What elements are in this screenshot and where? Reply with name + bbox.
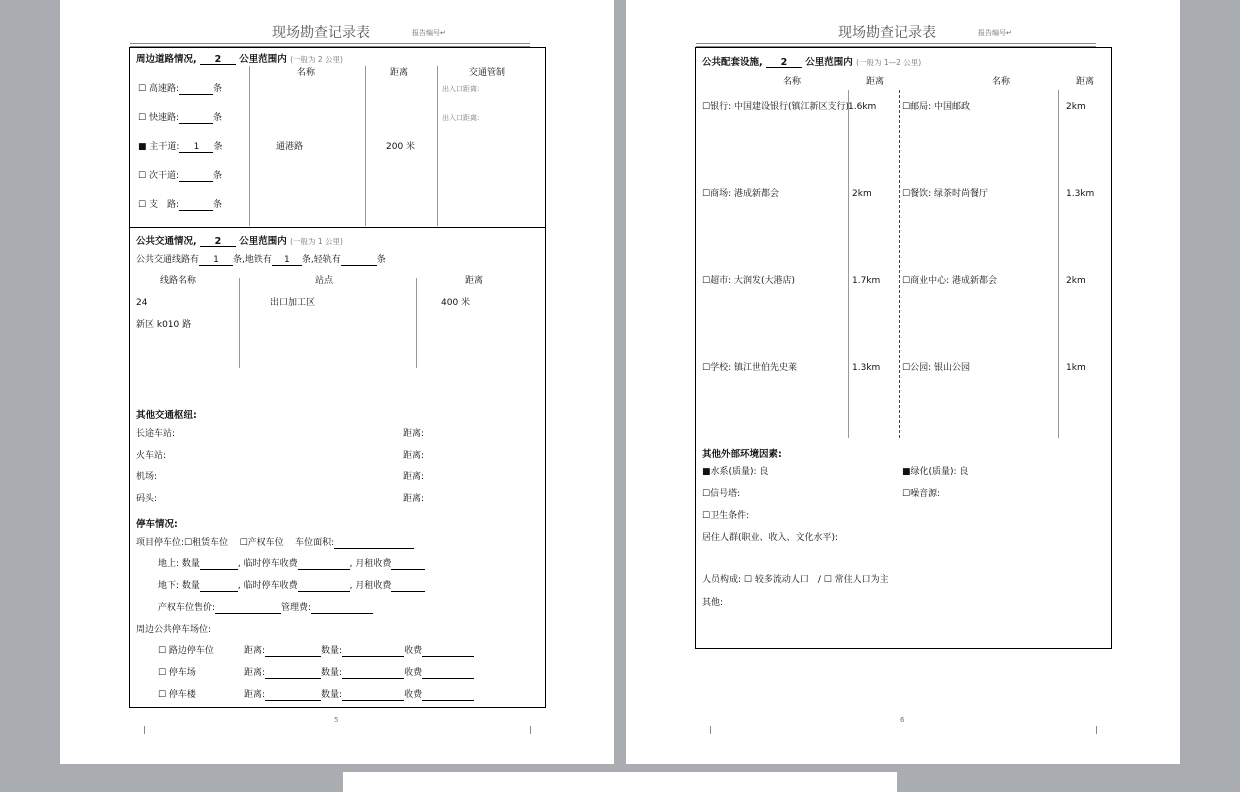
greenery-quality: ■绿化(质量): 良 xyxy=(902,467,969,477)
facilities-col-distance-right: 距离 xyxy=(1076,77,1095,87)
road-traffic-control: 出入口距离: xyxy=(442,114,480,122)
parking-line-1: 项目停车位:☐租赁车位 ☐产权车位 车位面积: xyxy=(136,538,414,549)
other-notes: 其他: xyxy=(702,598,724,608)
facilities-col-distance-left: 距离 xyxy=(866,77,885,87)
public-parking-row: ☐ 路边停车位 距离: 数量: 收费 xyxy=(158,646,474,657)
road-row: ☐ 高速路: 条 xyxy=(138,84,223,94)
facilities-col-name-left: 名称 xyxy=(783,77,802,87)
roads-col-distance: 距离 xyxy=(390,68,409,78)
transit-line-name: 新区 k010 路 xyxy=(136,320,192,330)
transit-section-title: 公共交通情况, 2 公里范围内 (一般为 1 公里) xyxy=(136,236,343,247)
road-row: ☐ 快速路: 条 xyxy=(138,113,223,123)
water-quality: ■水系(质量): 良 xyxy=(702,467,769,477)
public-parking-row: ☐ 停车场 距离: 数量: 收费 xyxy=(158,668,474,679)
roads-col-traffic-control: 交通管制 xyxy=(469,68,506,78)
hub-label: 码头: xyxy=(136,493,158,504)
hub-distance: 距离: xyxy=(403,493,425,504)
form-title: 现场勘查记录表 xyxy=(838,25,936,41)
signal-tower: ☐信号塔: xyxy=(702,489,741,499)
document-page-5 xyxy=(60,0,614,764)
road-name: 通港路 xyxy=(276,142,304,152)
document-page-7-top xyxy=(343,772,897,792)
resident-profile: 居住人群(职业、收入、文化水平): xyxy=(702,533,839,543)
transit-distance: 400 米 xyxy=(441,298,471,308)
facility-right-distance: 1.3km xyxy=(1066,189,1095,199)
hub-distance: 距离: xyxy=(403,472,425,482)
facility-left: ☐学校: 镇江世伯先史莱 xyxy=(702,363,797,373)
parking-line-property: 产权车位售价: 管理费: xyxy=(158,603,373,614)
road-row: ☐ 支 路: 条 xyxy=(138,200,223,210)
facility-right: ☐公园: 银山公园 xyxy=(902,363,970,373)
facility-left-distance: 2km xyxy=(852,189,872,199)
page-number: 6 xyxy=(900,716,905,724)
facility-right: ☐商业中心: 港成新都会 xyxy=(902,276,997,286)
transit-col-line: 线路名称 xyxy=(160,276,197,286)
facility-left: ☐商场: 港成新都会 xyxy=(702,189,779,199)
public-parking-row: ☐ 停车楼 距离: 数量: 收费 xyxy=(158,690,474,701)
document-page-6 xyxy=(626,0,1180,764)
facility-right: ☐餐饮: 绿茶时尚餐厅 xyxy=(902,189,988,199)
facility-left-distance: 1.3km xyxy=(852,363,881,373)
transit-summary: 公共交通线路有 1 条,地铁有 1 条,轻轨有 条 xyxy=(136,255,386,265)
facility-left-distance: 1.7km xyxy=(852,276,881,286)
facility-right: ☐邮局: 中国邮政 xyxy=(902,102,970,112)
environment-section-title: 其他外部环境因素: xyxy=(702,449,782,460)
population-composition: 人员构成: ☐ 较多流动人口 / ☐ 常住人口为主 xyxy=(702,575,889,585)
transit-col-distance: 距离 xyxy=(465,276,484,286)
sanitation: ☐卫生条件: xyxy=(702,511,750,521)
facility-left-distance: 1.6km xyxy=(848,102,877,112)
parking-section-title: 停车情况: xyxy=(136,519,178,530)
hub-distance: 距离: xyxy=(403,429,425,439)
facility-left: ☐银行: 中国建设银行(镇江新区支行) xyxy=(702,102,849,112)
road-traffic-control: 出入口距离: xyxy=(442,85,480,93)
hubs-section-title: 其他交通枢纽: xyxy=(136,410,197,421)
facilities-col-name-right: 名称 xyxy=(992,77,1011,87)
page-number: 5 xyxy=(334,716,339,724)
road-distance: 200 米 xyxy=(386,142,416,152)
roads-section-title: 周边道路情况, 2 公里范围内 (一般为 2 公里) xyxy=(136,54,343,65)
transit-line-name: 24 xyxy=(136,298,148,308)
hub-label: 火车站: xyxy=(136,450,167,461)
road-row: ■ 主干道: 1 条 xyxy=(138,142,223,152)
facility-right-distance: 1km xyxy=(1066,363,1086,373)
parking-line-underground: 地下: 数量 , 临时停车收费 , 月租收费 xyxy=(158,581,425,592)
road-row: ☐ 次干道: 条 xyxy=(138,171,223,181)
hub-label: 机场: xyxy=(136,472,158,482)
report-number-label: 报告编号↵ xyxy=(412,29,446,37)
hub-distance: 距离: xyxy=(403,450,425,461)
facility-right-distance: 2km xyxy=(1066,102,1086,112)
facility-right-distance: 2km xyxy=(1066,276,1086,286)
facilities-section-title: 公共配套设施, 2 公里范围内 (一般为 1—2 公里) xyxy=(702,57,922,68)
transit-col-stop: 站点 xyxy=(315,276,334,286)
public-parking-title: 周边公共停车场位: xyxy=(136,625,212,635)
survey-table-page-6 xyxy=(695,47,1112,649)
noise-source: ☐噪音源: xyxy=(902,489,941,499)
facility-left: ☐超市: 大润发(大港店) xyxy=(702,276,795,286)
hub-label: 长途车站: xyxy=(136,429,176,439)
form-title: 现场勘查记录表 xyxy=(272,25,370,41)
roads-col-name: 名称 xyxy=(297,68,316,78)
report-number-label: 报告编号↵ xyxy=(978,29,1012,37)
transit-stop: 出口加工区 xyxy=(270,298,316,308)
parking-line-above-ground: 地上: 数量 , 临时停车收费 , 月租收费 xyxy=(158,559,425,570)
